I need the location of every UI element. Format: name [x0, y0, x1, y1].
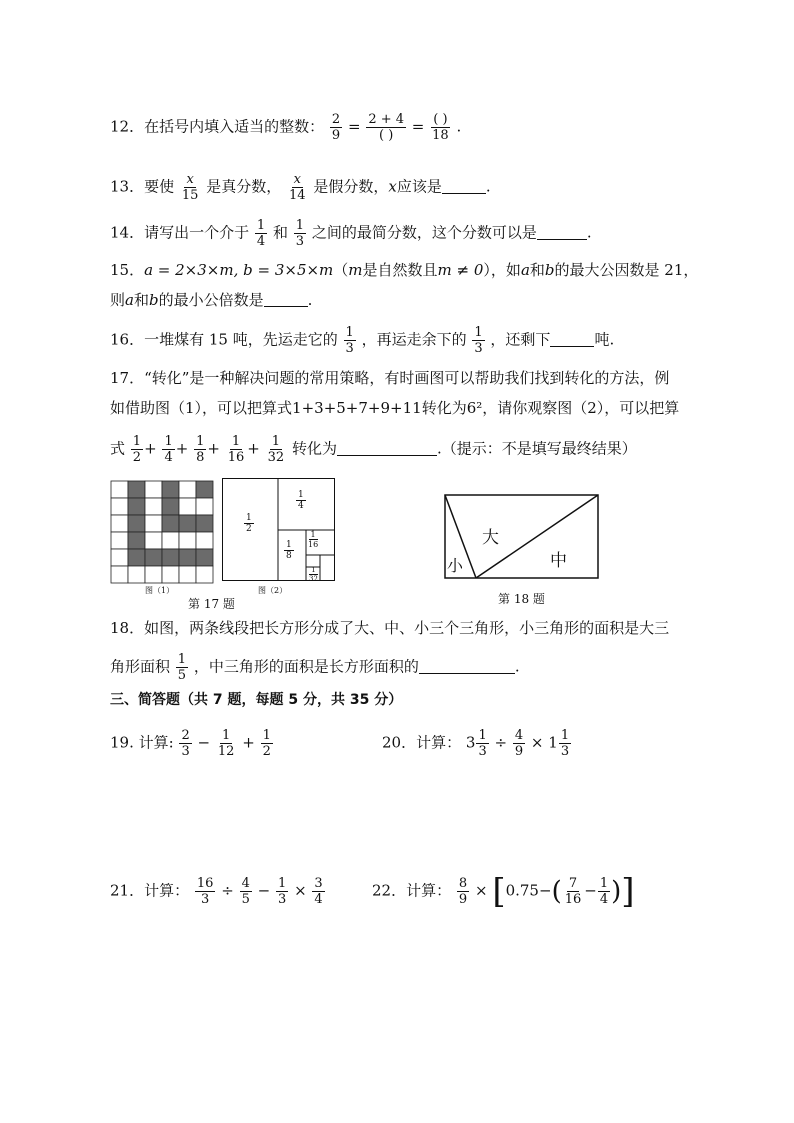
question-17-figure-label: 第 17 题	[188, 597, 235, 611]
question-17-line1: 17．“转化”是一种解决问题的常用策略，有时画图可以帮助我们找到转化的方法，例	[110, 369, 670, 387]
fraction: $\frac{7}{16}$	[564, 876, 582, 907]
fraction: $\frac{1}{32}$	[267, 434, 285, 465]
question-22: 22．计算： $\frac{8}{9}$ × [0.75−( $\frac{7}{16}$ − $\frac{1}{4}$ )]	[372, 871, 635, 912]
question-15: 15．a = 2×3×m, b = 3×5×m（m是自然数且m ≠ 0），如a和b的最大公因数是 21，	[110, 261, 699, 279]
fraction: $\frac{4}{9}$	[514, 728, 524, 759]
question-16: 16．一堆煤有 15 吨，先运走它的 $\frac{1}{3}$ ，再运走余下的 $\frac{1}{3}$ ，还剩下 吨.	[110, 325, 615, 356]
question-12: 12．在括号内填入适当的整数： $\frac{2}{9}$ = $\frac{2 + 4}{( )}$ = $\frac{( )}{18}$ .	[110, 112, 462, 143]
figure-2-caption: 图（2）	[258, 586, 288, 595]
answer-blank[interactable]	[537, 225, 587, 240]
label-one-thirtysecond: $\frac{1}{32}$	[309, 566, 318, 583]
fraction: $\frac{1}{16}$	[227, 434, 245, 465]
label-small-triangle: 小	[447, 556, 464, 575]
fraction: $\frac{1}{2}$	[262, 728, 271, 759]
fraction: $\frac{4}{5}$	[241, 876, 250, 907]
question-18-line1: 18．如图，两条线段把长方形分成了大、中、小三个三角形，小三角形的面积是大三	[110, 619, 670, 637]
answer-blank[interactable]	[264, 292, 308, 307]
fraction: $\frac{2 + 4}{( )}$	[368, 112, 405, 143]
label-big-triangle: 大	[482, 528, 499, 548]
grid-cell	[196, 515, 213, 532]
grid-cell	[128, 481, 145, 498]
label-one-sixteenth: $\frac{1}{16}$	[308, 530, 319, 549]
grid-cell	[111, 481, 128, 498]
grid-cell	[111, 566, 128, 583]
grid-cell	[196, 532, 213, 549]
grid-cell	[162, 566, 179, 583]
question-15-line2: 则a和b的最小公倍数是 .	[110, 291, 313, 309]
grid-cell	[145, 481, 162, 498]
label-one-eighth: $\frac{1}{8}$	[286, 540, 292, 561]
grid-cell	[128, 549, 145, 566]
grid-cell	[145, 532, 162, 549]
grid-cell	[179, 481, 196, 498]
figure-1-grid	[110, 480, 216, 586]
grid-cell	[162, 549, 179, 566]
question-20: 20．计算： 3 $\frac{1}{3}$ ÷ $\frac{4}{9}$ × 1 $\frac{1}{3}$	[382, 728, 570, 759]
grid-cell	[128, 498, 145, 515]
grid-cell	[179, 515, 196, 532]
fraction: $\frac{1}{3}$	[295, 218, 305, 249]
question-18-figure-label: 第 18 题	[498, 592, 545, 606]
grid-cell	[111, 498, 128, 515]
answer-blank[interactable]	[337, 441, 437, 456]
fraction: $\frac{2}{3}$	[181, 728, 190, 759]
answer-blank[interactable]	[442, 179, 486, 194]
grid-cell	[179, 498, 196, 515]
fraction: $\frac{1}{4}$	[599, 876, 609, 907]
figure-1-caption: 图（1）	[145, 586, 175, 595]
fraction: $\frac{1}{3}$	[278, 876, 287, 907]
fraction: $\frac{1}{3}$	[345, 325, 354, 356]
grid-cell	[128, 532, 145, 549]
fraction: $\frac{x}{15}$	[181, 172, 199, 203]
question-14: 14．请写出一个介于 $\frac{1}{4}$ 和 $\frac{1}{3}$ 之间的最简分数，这个分数可以是 .	[110, 218, 592, 249]
fraction: $\frac{x}{14}$	[289, 172, 306, 203]
grid-cell	[162, 532, 179, 549]
grid-cell	[145, 498, 162, 515]
grid-cell	[128, 515, 145, 532]
answer-blank[interactable]	[419, 659, 515, 674]
fraction: $\frac{1}{4}$	[256, 218, 266, 249]
grid-cell	[145, 515, 162, 532]
grid-cell	[196, 549, 213, 566]
fraction: $\frac{1}{3}$	[474, 325, 483, 356]
fraction: $\frac{1}{8}$	[196, 434, 205, 465]
answer-blank[interactable]	[550, 332, 594, 347]
label-middle-triangle: 中	[550, 551, 567, 571]
grid-cell	[179, 566, 196, 583]
grid-cell	[196, 498, 213, 515]
grid-cell	[162, 515, 179, 532]
label-one-half: $\frac{1}{2}$	[246, 513, 252, 534]
grid-cell	[162, 498, 179, 515]
fraction: $\frac{1}{4}$	[164, 434, 173, 465]
grid-cell	[145, 549, 162, 566]
figure-18-rectangle	[444, 494, 600, 580]
fraction: $\frac{2}{9}$	[331, 112, 341, 143]
grid-cell	[196, 566, 213, 583]
grid-cell	[196, 481, 213, 498]
question-17-line3: 式 $\frac{1}{2}$ + $\frac{1}{4}$ + $\frac{1}{8}$ + $\frac{1}{16}$ + $\frac{1}{32}$ 转化为 .（提示：不是填写最终结果）	[110, 434, 637, 465]
grid-cell	[145, 566, 162, 583]
fraction: $\frac{8}{9}$	[458, 876, 468, 907]
question-13: 13．要使 $\frac{x}{15}$ 是真分数， $\frac{x}{14}$ 是假分数，x应该是 .	[110, 172, 491, 203]
grid-cell	[179, 549, 196, 566]
grid-cell	[111, 549, 128, 566]
fraction: $\frac{( )}{18}$	[432, 112, 449, 143]
section-3-title: 三、简答题（共 7 题，每题 5 分，共 35 分）	[110, 692, 403, 708]
question-21: 21．计算： $\frac{16}{3}$ ÷ $\frac{4}{5}$ − $\frac{1}{3}$ × $\frac{3}{4}$	[110, 876, 323, 907]
grid-cell	[111, 515, 128, 532]
grid-cell	[111, 532, 128, 549]
grid-cell	[162, 481, 179, 498]
fraction: $\frac{1}{3}$	[478, 728, 487, 759]
question-18-line2: 角形面积 $\frac{1}{5}$ ，中三角形的面积是长方形面积的 .	[110, 652, 520, 683]
fraction: $\frac{1}{2}$	[132, 434, 142, 465]
question-17-line2: 如借助图（1），可以把算式1+3+5+7+9+11转化为6²，请你观察图（2），可以把算	[110, 399, 680, 417]
fraction: $\frac{16}{3}$	[196, 876, 214, 907]
grid-cell	[179, 532, 196, 549]
fraction: $\frac{1}{3}$	[560, 728, 570, 759]
label-one-quarter: $\frac{1}{4}$	[298, 490, 304, 511]
grid-cell	[128, 566, 145, 583]
fraction: $\frac{1}{5}$	[177, 652, 187, 683]
fraction: $\frac{3}{4}$	[314, 876, 323, 907]
fraction: $\frac{1}{12}$	[217, 728, 235, 759]
question-19: 19. 计算: $\frac{2}{3}$ − $\frac{1}{12}$ + $\frac{1}{2}$	[110, 728, 271, 759]
